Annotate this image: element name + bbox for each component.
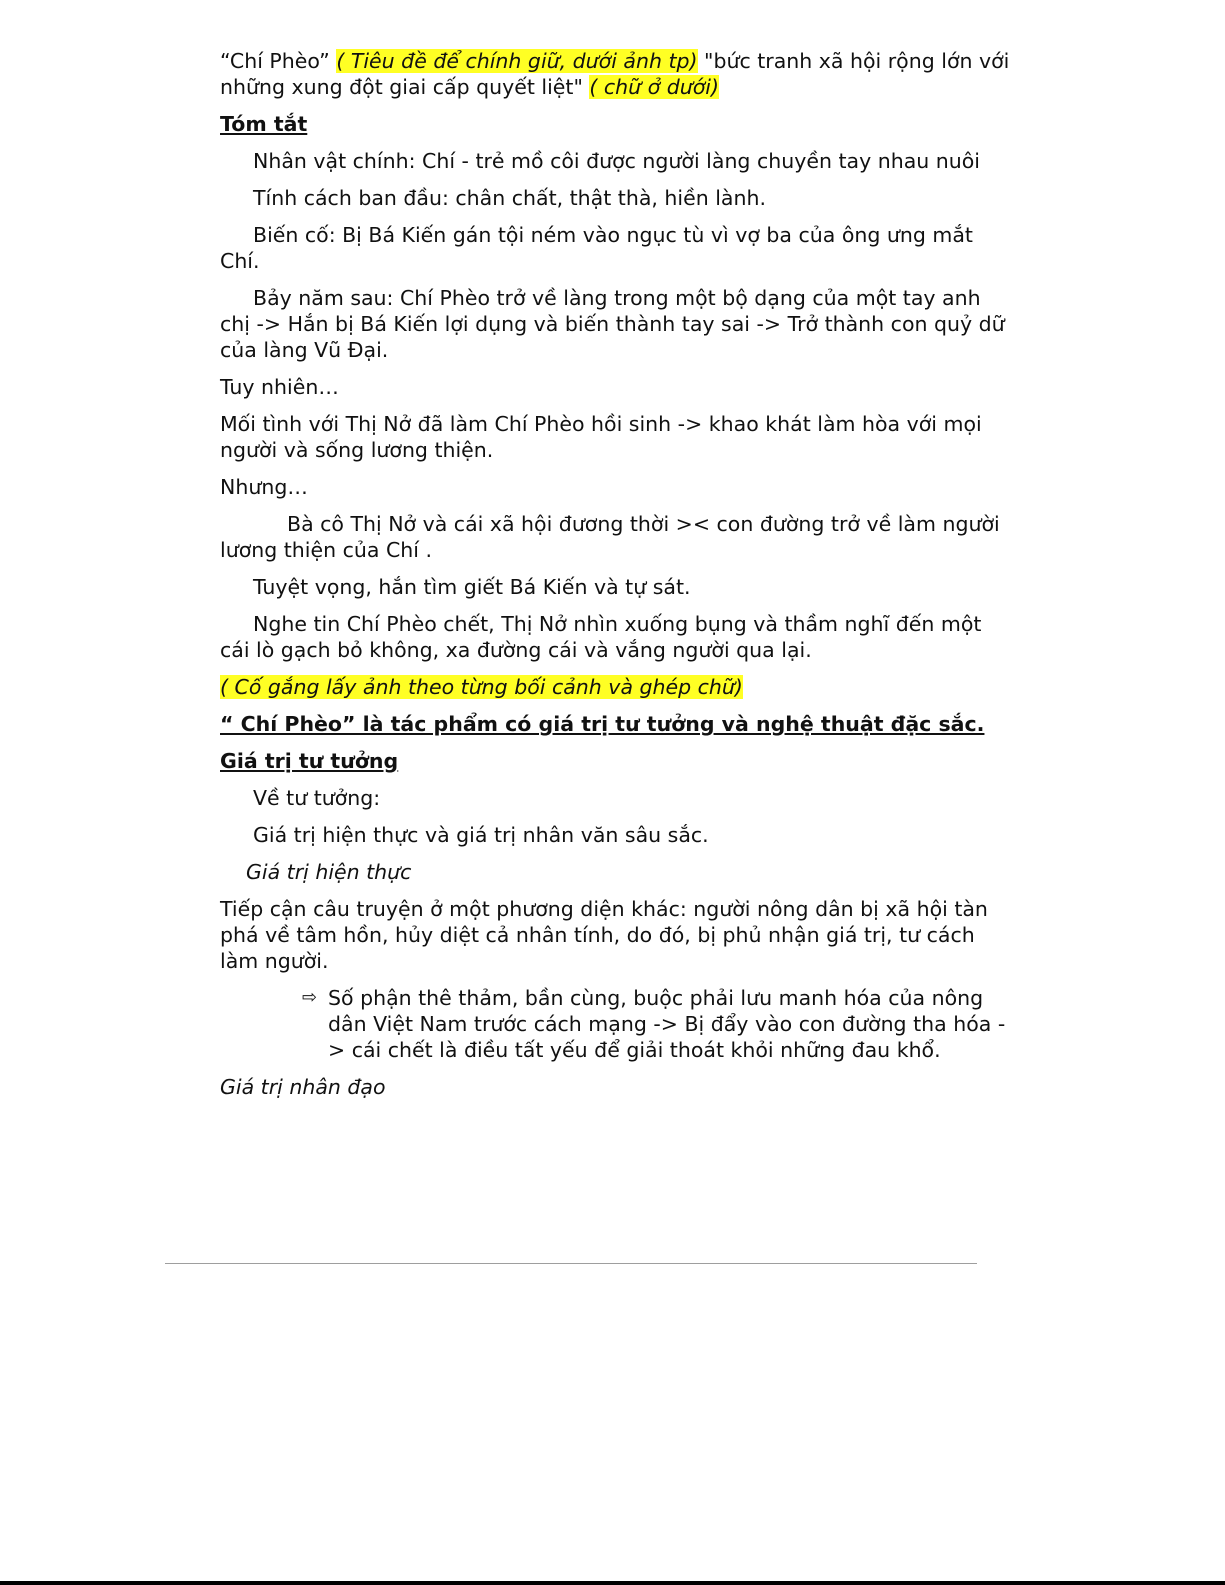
bullet-text: Số phận thê thảm, bần cùng, buộc phải lưu manh hóa của nông dân Việt Nam trước cách mạng -> Bị đẩy vào con đường tha hóa -> cái chết là điều tất yếu để giải thoát khỏi những đau khổ.: [328, 986, 1006, 1062]
page-bottom-edge: [0, 1581, 1225, 1585]
realism-heading: Giá trị hiện thực: [246, 860, 412, 884]
summary-heading: Tóm tắt: [220, 112, 308, 136]
paragraph: Mối tình với Thị Nở đã làm Chí Phèo hồi sinh -> khao khát làm hòa với mọi người và sống lương thiện.: [220, 412, 982, 462]
paragraph: Tuyệt vọng, hắn tìm giết Bá Kiến và tự sát.: [253, 575, 691, 599]
highlight-note: ( Cố gắng lấy ảnh theo từng bối cảnh và ghép chữ): [220, 675, 743, 699]
paragraph: Biến cố: Bị Bá Kiến gán tội ném vào ngục tù vì vợ ba của ông ưng mắt Chí.: [220, 223, 973, 273]
paragraph: Về tư tưởng:: [253, 786, 381, 810]
value-heading: “ Chí Phèo” là tác phẩm có giá trị tư tưởng và nghệ thuật đặc sắc.: [220, 712, 985, 736]
quote-text: "bức tranh xã hội rộng lớn với những xung đột giai cấp quyết liệt": [220, 49, 1010, 99]
intro-paragraph: [220, 48, 1010, 100]
paragraph: Tính cách ban đầu: chân chất, thật thà, hiền lành.: [253, 186, 766, 210]
humanism-heading: Giá trị nhân đạo: [220, 1075, 386, 1099]
document-body: [220, 48, 1010, 1111]
highlight-note: ( chữ ở dưới): [589, 75, 719, 99]
paragraph: Bảy năm sau: Chí Phèo trở về làng trong một bộ dạng của một tay anh chị -> Hắn bị Bá Kiến lợi dụng và biến thành tay sai -> Trở thành con quỷ dữ của làng Vũ Đại.: [220, 286, 1005, 362]
bullet-item: [302, 985, 1010, 1063]
paragraph: Nghe tin Chí Phèo chết, Thị Nở nhìn xuống bụng và thầm nghĩ đến một cái lò gạch bỏ không, xa đường cái và vắng người qua lại.: [220, 612, 982, 662]
title-quote: “Chí Phèo”: [220, 49, 337, 73]
paragraph: Tiếp cận câu truyện ở một phương diện khác: người nông dân bị xã hội tàn phá về tâm hồn, hủy diệt cả nhân tính, do đó, bị phủ nhận giá trị, tư cách làm người.: [220, 897, 988, 973]
paragraph: Giá trị hiện thực và giá trị nhân văn sâu sắc.: [253, 823, 709, 847]
page-divider: [165, 1263, 977, 1264]
highlight-note-paragraph: [220, 674, 1010, 700]
paragraph: Bà cô Thị Nở và cái xã hội đương thời >< con đường trở về làm người lương thiện của Chí .: [220, 512, 1000, 562]
paragraph: Tuy nhiên…: [220, 375, 339, 399]
paragraph: Nhân vật chính: Chí - trẻ mồ côi được người làng chuyền tay nhau nuôi: [253, 149, 980, 173]
highlight-note: ( Tiêu đề để chính giữ, dưới ảnh tp): [336, 49, 698, 73]
ideology-heading: Giá trị tư tưởng: [220, 749, 399, 773]
arrow-right-outline-icon: ⇨: [302, 987, 318, 1008]
paragraph: Nhưng…: [220, 475, 308, 499]
